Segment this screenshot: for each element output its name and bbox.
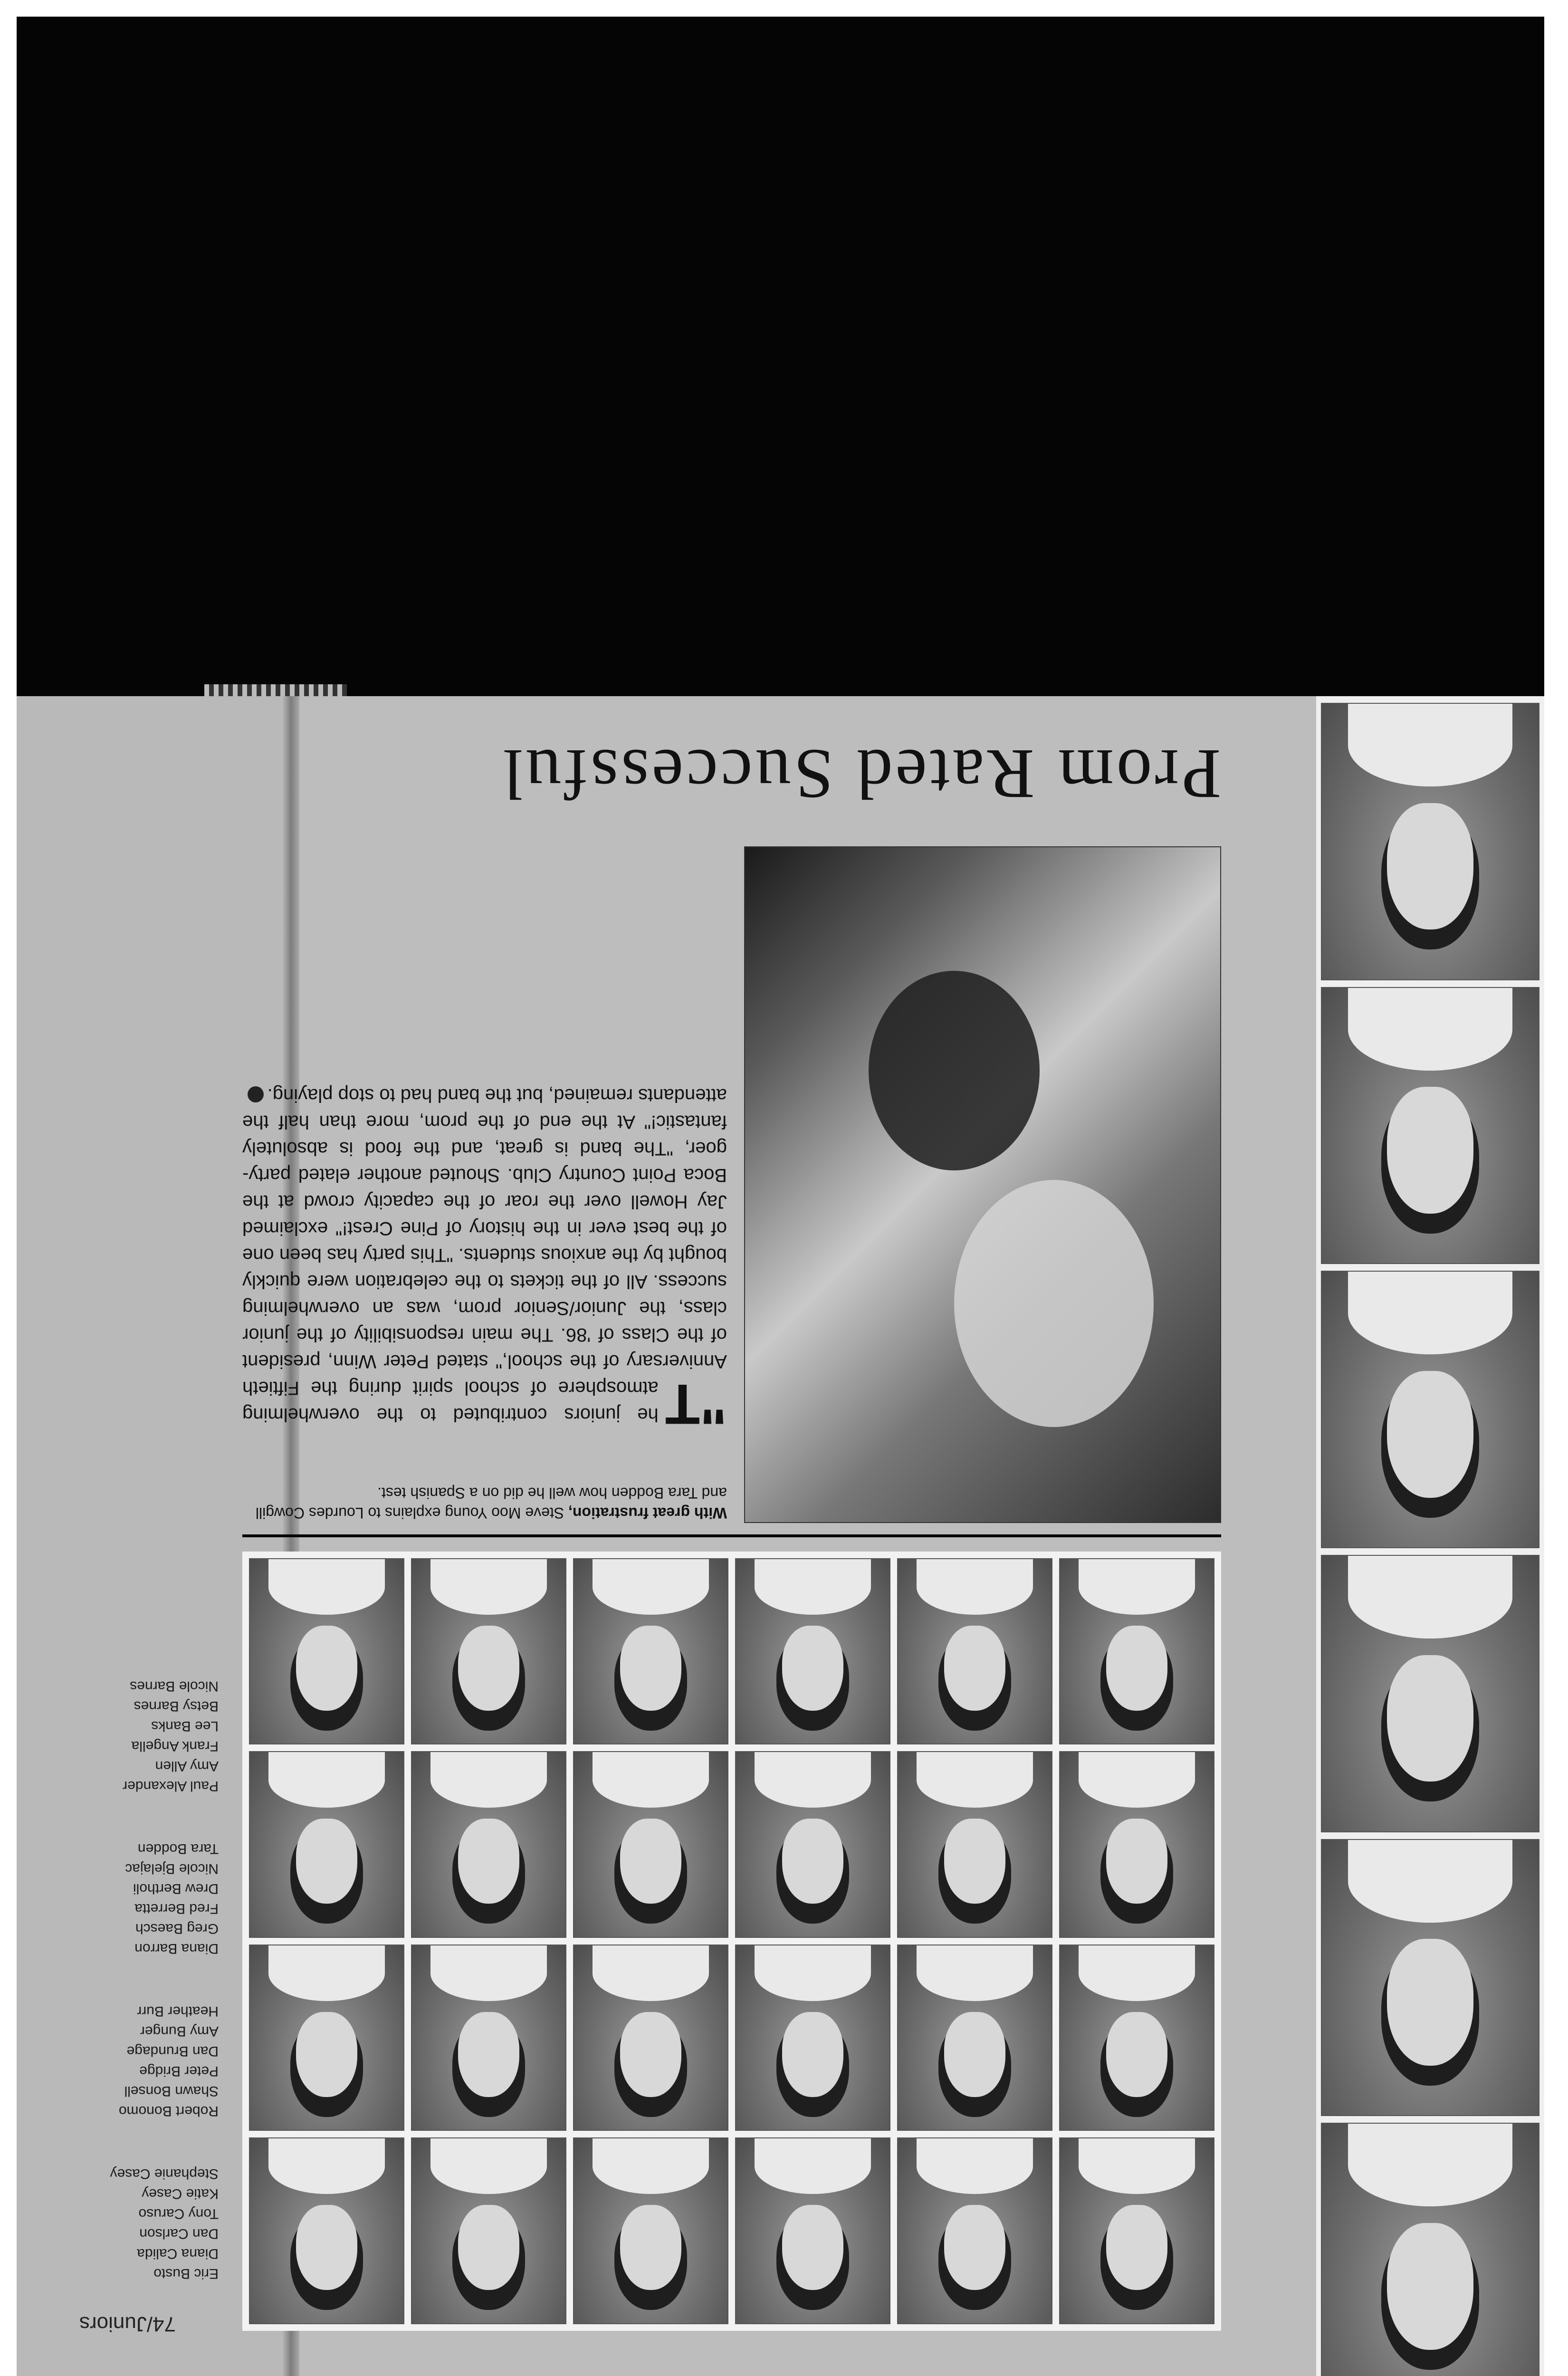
portrait-face: [1106, 2205, 1167, 2290]
portrait-face: [1387, 1087, 1473, 1214]
student-portrait: [1321, 1555, 1539, 1832]
portrait-face: [782, 1626, 843, 1711]
portrait-shoulders: [1348, 1272, 1513, 1354]
name: Dan Carlson: [139, 2226, 219, 2242]
portrait-shoulders: [268, 1753, 385, 1808]
portrait-shoulders: [1348, 2124, 1513, 2206]
name: Frank Angella: [131, 1738, 219, 1754]
portrait-face: [944, 2012, 1005, 2097]
portrait-shoulders: [755, 1753, 871, 1808]
end-mark-icon: [248, 1086, 264, 1102]
portrait-face: [620, 2205, 681, 2290]
continued-portrait-column: [1316, 696, 1544, 2376]
portrait-shoulders: [430, 1945, 547, 2001]
name: Shawn Bonsell: [124, 2083, 219, 2099]
student-portrait: [1321, 2123, 1539, 2376]
name: Greg Baesch: [135, 1921, 219, 1936]
student-portrait: [1059, 1752, 1214, 1938]
student-portrait: [411, 2138, 566, 2325]
portrait-shoulders: [430, 2139, 547, 2194]
portrait-face: [458, 1819, 519, 1904]
name: Stephanie Casey: [110, 2166, 219, 2182]
student-portrait: [735, 1558, 890, 1745]
student-portrait: [573, 1752, 728, 1938]
portrait-shoulders: [1348, 1556, 1513, 1638]
student-portrait: [1321, 703, 1539, 980]
story-text: he juniors contributed to the overwhelming atmosphere of school spirit during the Fiftieth Anniversary of the school," stated Peter Winn, president of the Class of '86. The main responsibility of the junior class, the Junior/Senior prom, was an overwhelming success. All of the tickets to the celebration were quickly bought by the anxious students. "This party has been one of the best ever in the history of Pine Crest!" exclaimed Jay Howell over the roar of the capacity crowd at the Boca Point Country Club. Shouted another elated party-goer, "The band is great, and the food is absolutely fantastic!" At the end of the prom, more than half the attendants remained, but the band had to stop playing.: [242, 1085, 727, 1425]
photo-figure-dark: [869, 971, 1040, 1170]
portrait-face: [944, 2205, 1005, 2290]
portrait-face: [620, 2012, 681, 2097]
name: Heather Burr: [137, 2003, 219, 2019]
name: Robert Bonomo: [118, 2103, 219, 2119]
student-portrait: [1321, 1839, 1539, 2117]
portrait-shoulders: [430, 1753, 547, 1808]
student-portrait: [1059, 2138, 1214, 2325]
divider-rule: [242, 1534, 1221, 1537]
portrait-shoulders: [755, 1559, 871, 1615]
name: Nicole Barnes: [130, 1678, 219, 1694]
portrait-shoulders: [917, 2139, 1033, 2194]
student-portrait: [735, 1945, 890, 2131]
student-portrait: [1059, 1945, 1214, 2131]
portrait-face: [296, 1626, 357, 1711]
page-folio: 74/Juniors: [79, 2312, 176, 2336]
portrait-shoulders: [430, 1559, 547, 1615]
portrait-shoulders: [268, 2139, 385, 2194]
photo-figure-light: [954, 1180, 1154, 1427]
portrait-face: [782, 1819, 843, 1904]
portrait-shoulders: [1079, 2139, 1195, 2194]
student-portrait: [411, 1945, 566, 2131]
portrait-shoulders: [1079, 1945, 1195, 2001]
name-group-row-4: [38, 1676, 219, 1796]
portrait-shoulders: [593, 1945, 709, 2001]
portrait-face: [944, 1626, 1005, 1711]
student-portrait: [411, 1558, 566, 1745]
portrait-face: [458, 2205, 519, 2290]
name: Eric Busto: [153, 2266, 219, 2281]
name-group-row-1: [38, 2164, 219, 2283]
portrait-face: [296, 2205, 357, 2290]
student-portrait: [735, 2138, 890, 2325]
student-portrait: [897, 2138, 1052, 2325]
name: Tony Caruso: [138, 2206, 219, 2222]
portrait-face: [458, 2012, 519, 2097]
names-column: [38, 1523, 219, 2283]
name: Katie Casey: [142, 2186, 219, 2202]
portrait-face: [1387, 1939, 1473, 2066]
student-portrait: [249, 1558, 404, 1745]
name: Amy Bunger: [140, 2023, 219, 2039]
name: Nicole Bjelajac: [125, 1861, 219, 1877]
student-portrait: [1321, 1271, 1539, 1548]
feature-photo: [744, 846, 1221, 1523]
portrait-shoulders: [1079, 1753, 1195, 1808]
student-portrait: [1321, 987, 1539, 1265]
name-group-row-2: [38, 2001, 219, 2121]
scanned-yearbook-spread: [17, 696, 1544, 2376]
name: Betsy Barnes: [134, 1698, 219, 1714]
name: Amy Allen: [155, 1758, 219, 1774]
portrait-face: [1387, 2223, 1473, 2350]
portrait-shoulders: [755, 1945, 871, 2001]
name: Paul Alexander: [123, 1778, 219, 1794]
student-portrait: [411, 1752, 566, 1938]
portrait-shoulders: [1079, 1559, 1195, 1615]
portrait-shoulders: [593, 1753, 709, 1808]
portrait-shoulders: [917, 1559, 1033, 1615]
portrait-face: [1387, 803, 1473, 930]
portrait-shoulders: [755, 2139, 871, 2194]
name: Diana Calida: [137, 2246, 219, 2261]
caption-text: Steve Moo Young explains to Lourdes Cowgill and Tara Bodden how well he did on a Spanish test.: [255, 1485, 727, 1522]
portrait-face: [296, 2012, 357, 2097]
story-headline: Prom Rated Successful: [500, 735, 1221, 814]
dark-scan-background: [17, 17, 1544, 696]
portrait-shoulders: [917, 1945, 1033, 2001]
student-portrait: [1059, 1558, 1214, 1745]
portrait-grid: [242, 1552, 1221, 2331]
caption-lead: With great frustration,: [568, 1504, 727, 1522]
portrait-shoulders: [917, 1753, 1033, 1808]
name: Lee Banks: [151, 1718, 219, 1734]
name: Tara Bodden: [137, 1841, 219, 1857]
name: Dan Brundage: [126, 2043, 219, 2059]
student-portrait: [897, 1945, 1052, 2131]
portrait-face: [1106, 2012, 1167, 2097]
main-page: [17, 696, 1240, 2376]
rotated-spread: [17, 696, 1544, 2376]
student-portrait: [897, 1752, 1052, 1938]
student-portrait: [573, 1945, 728, 2131]
name: Diana Barron: [134, 1941, 219, 1956]
portrait-shoulders: [268, 1945, 385, 2001]
portrait-face: [1106, 1626, 1167, 1711]
student-portrait: [897, 1558, 1052, 1745]
student-portrait: [249, 1945, 404, 2131]
portrait-face: [620, 1626, 681, 1711]
portrait-face: [620, 1819, 681, 1904]
portrait-face: [1387, 1371, 1473, 1498]
portrait-face: [458, 1626, 519, 1711]
portrait-face: [1106, 1819, 1167, 1904]
student-portrait: [573, 1558, 728, 1745]
name: Drew Bertholi: [133, 1881, 219, 1897]
portrait-shoulders: [1348, 704, 1513, 786]
photo-caption: [233, 1483, 727, 1523]
story-body: [242, 1082, 727, 1436]
portrait-face: [944, 1819, 1005, 1904]
portrait-shoulders: [1348, 988, 1513, 1071]
portrait-face: [782, 2205, 843, 2290]
portrait-face: [296, 1819, 357, 1904]
portrait-shoulders: [1348, 1840, 1513, 1923]
drop-cap: "T: [665, 1372, 727, 1436]
name: Fred Berretta: [134, 1901, 219, 1916]
portrait-shoulders: [268, 1559, 385, 1615]
student-portrait: [249, 1752, 404, 1938]
student-portrait: [573, 2138, 728, 2325]
name-group-row-3: [38, 1839, 219, 1958]
portrait-face: [1387, 1655, 1473, 1782]
student-portrait: [735, 1752, 890, 1938]
student-portrait: [249, 2138, 404, 2325]
portrait-face: [782, 2012, 843, 2097]
portrait-shoulders: [593, 2139, 709, 2194]
portrait-shoulders: [593, 1559, 709, 1615]
name: Peter Bridge: [139, 2063, 219, 2079]
